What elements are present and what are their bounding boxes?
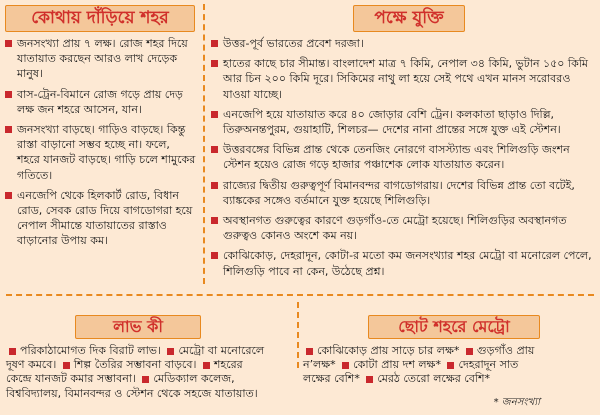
bullet <box>5 40 12 47</box>
bullet <box>211 217 218 224</box>
left-panel <box>4 4 196 289</box>
list-item <box>4 122 196 183</box>
population-footnote: * জনসংখ্যা <box>493 397 540 408</box>
list-item-text: কোঝিকোড়, দেহরাদূন, কোটা-র মতো কম জনসংখ্যার শহর মেট্রো বা মনোরেল পেলে, শিলিগুড়ি পাবে না কেন, উঠেছে প্রশ্ন। <box>223 249 592 278</box>
list-item-text: উত্তরবঙ্গের বিভিন্ন প্রান্ত থেকে তেনজিং নোরগে বাসস্ট্যান্ড এবং শিলিগুড়ি জংশন স্টেশন হয়েও রোজ গড়ে হাজার পঞ্চাশেক লোক যাতায়াত করেন। <box>223 143 570 172</box>
right-panel-title: পক্ষে যুক্তি <box>353 5 465 32</box>
list-item-text: উত্তর-পূর্ব ভারতের প্রবেশ দরজা। <box>223 37 364 50</box>
benefits-title: লাভ কী <box>75 315 201 339</box>
list-item-text: এনজেপি থেকে হিলকার্ট রোড, বিধান রোড, সেবক রোড দিয়ে বাগডোগরা হয়ে নেপাল সীমান্তে যাতায়াতের রাস্তাও বাড়ানোর উপায় কম। <box>17 188 193 248</box>
benefits-line-4: বিশ্ববিদ্যালয়, বিমানবন্দর ও স্টেশন থেকে সহজে যাতায়াত। <box>6 386 258 400</box>
small-cities-line-2: ন’লক্ষ* কোটা প্রায় দশ লক্ষ* দেহরাদূন সাত <box>303 358 519 372</box>
bullet <box>306 348 313 355</box>
list-item <box>210 213 596 243</box>
list-item <box>4 87 196 117</box>
bullet <box>142 376 149 383</box>
list-item-text: এনজেপি হয়ে যাতায়াত করে ৪০ জোড়ার বেশি ট্রেন। কলকাতা ছাড়াও দিল্লি, তিরুঅনন্তপুরম, গুয়াহাটি, শিলচর— দেশের নানা প্রান্তের সঙ্গে যুক্ত এই স্টেশন। <box>223 107 561 137</box>
small-cities-text <box>303 344 597 387</box>
list-item <box>210 178 596 208</box>
list-item-text: জনসংখ্যা প্রায় ৭ লক্ষ। রোজ শহর দিয়ে যাতায়াত করছেন আরও লাখ দেড়েক মানুষ। <box>17 37 188 81</box>
list-item-text: বাস-ট্রেন-বিমানে রোজ গড়ে প্রায় দেড় লক্ষ জন শহরে আসেন, যান। <box>17 87 183 116</box>
list-item <box>4 36 196 82</box>
bullet <box>211 146 218 153</box>
bullet <box>211 252 218 259</box>
list-item-text: অবস্থানগত গুরুত্বের কারণে গুড়গাঁও-তে মেট্রো হয়েছে। শিলিগুড়ির অবস্থানগত গুরুত্বও কোনও অংশে কম নয়। <box>223 214 567 243</box>
divider-vertical-bottom <box>297 302 299 368</box>
bullet <box>211 40 218 47</box>
bullet <box>366 376 373 383</box>
list-item-text: রাজ্যের দ্বিতীয় গুরুত্বপূর্ণ বিমানবন্দর বাগডোগরায়। দেশের বিভিন্ন প্রান্ত তো বটেই, ব্যাঙ্ককের সঙ্গেও বর্তমানে যুক্ত হয়েছে শিলিগুড়ি। <box>223 178 575 207</box>
bullet <box>466 348 473 355</box>
benefits-line-2: দূষণ কমবে। শিল্প তৈরির সম্ভাবনা বাড়বে। শহরের <box>6 358 243 372</box>
bullet <box>211 111 218 118</box>
left-panel-list <box>4 36 196 254</box>
benefits-line-1: পরিকাঠামোগত দিক বিরাট লাভ। মেট্রো বা মনোরেলে <box>6 344 296 358</box>
bullet <box>211 182 218 189</box>
list-item-text: হাতের কাছে চার সীমান্ত। বাংলাদেশ মাত্র ৭ কিমি, নেপাল ৩৪ কিমি, ভুটান ১৫০ কিমি আর চিন ২০০ কিমি দূরে। সিকিমের নাথু লা হয়ে সেই পথে এখন মানস সরোবরও যাওয়া যাচ্ছে। <box>223 57 589 101</box>
divider-horizontal <box>6 294 594 296</box>
right-panel-list <box>210 36 596 284</box>
list-item <box>210 107 596 137</box>
bullet <box>211 60 218 67</box>
list-item <box>210 248 596 278</box>
list-item <box>210 142 596 172</box>
small-cities-line-1: কোঝিকোড় প্রায় সাড়ে চার লক্ষ* গুড়গাঁও প্রায় <box>303 344 597 358</box>
bullet <box>5 91 12 98</box>
left-panel-title: কোথায় দাঁড়িয়ে শহর <box>5 5 195 32</box>
bullet <box>167 348 174 355</box>
list-item <box>210 36 596 51</box>
bullet <box>5 192 12 199</box>
bullet <box>203 362 210 369</box>
divider-vertical-top <box>203 4 205 284</box>
right-panel <box>210 4 596 289</box>
bullet <box>63 362 70 369</box>
benefits-line-3: কেন্দ্রে যানজট কমার সম্ভাবনা। মেডিক্যাল কলেজ, <box>6 372 235 386</box>
bullet <box>5 126 12 133</box>
bullet <box>9 348 16 355</box>
bullet <box>342 362 349 369</box>
list-item <box>210 56 596 102</box>
small-cities-title: ছোট শহরে মেট্রো <box>368 315 540 339</box>
list-item <box>4 188 196 249</box>
benefits-text <box>6 344 296 401</box>
small-cities-line-3: লক্ষের বেশি* মেরঠ তেরো লক্ষের বেশি* <box>303 372 491 386</box>
bullet <box>447 362 454 369</box>
list-item-text: জনসংখ্যা বাড়ছে। গাড়িও বাড়ছে। কিন্তু রাস্তা বাড়ানো সম্ভব হচ্ছে না। ফলে, শহরে যানজট বাড়ছে। গাড়ি চলে শামুকের গতিতে। <box>17 123 196 182</box>
